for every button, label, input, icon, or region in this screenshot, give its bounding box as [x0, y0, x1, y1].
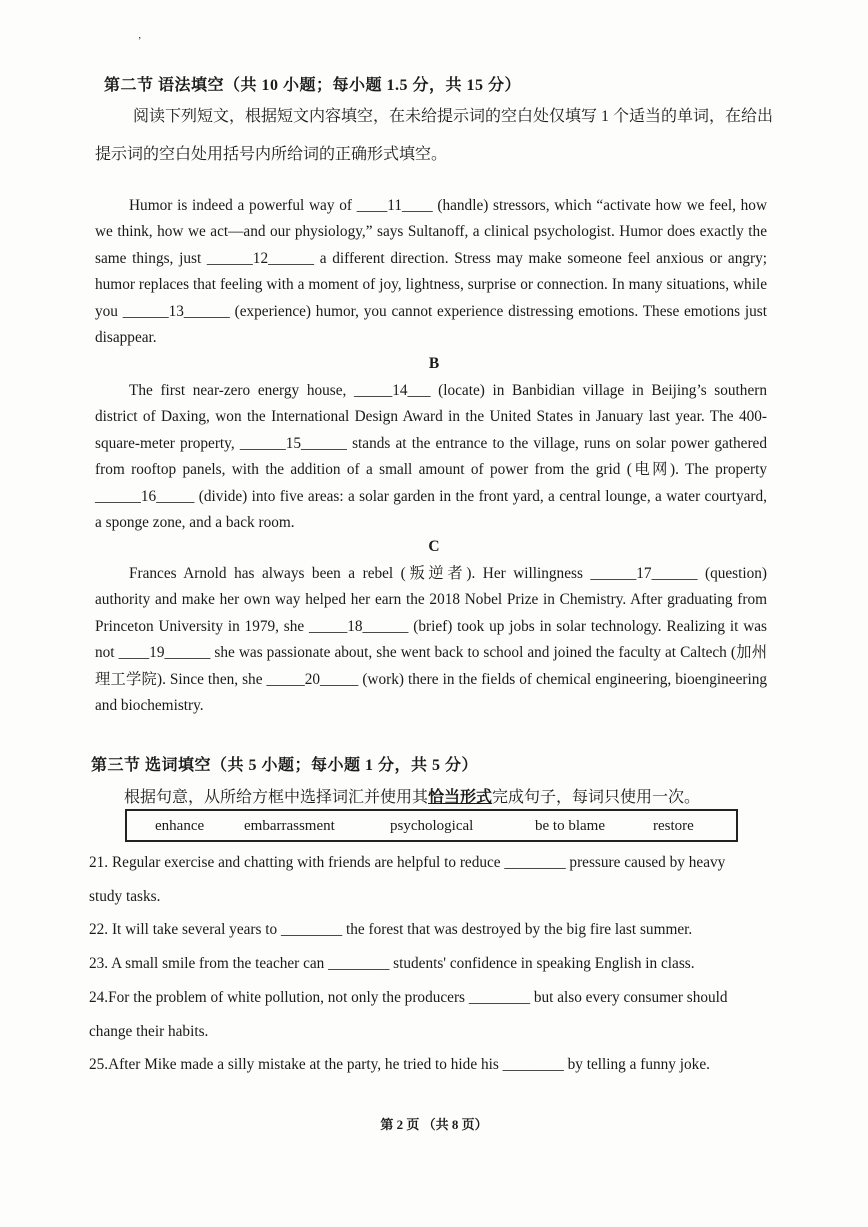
- passage-c: [95, 561, 767, 719]
- word-option: enhance: [155, 818, 205, 834]
- word-option: psychological: [390, 818, 474, 834]
- section2-title: 第二节 语法填空（共 10 小题；每小题 1.5 分，共 15 分）: [104, 77, 522, 94]
- section3-instruction-pre: 根据句意，从所给方框中选择词汇并使用其: [124, 789, 429, 806]
- passage-a-text: Humor is indeed a powerful way of ____11____ (handle) stressors, which “activate how we feel, how we think, how we act—and our physiology,” says Sultanoff, a clinical psychologist. Humor does exactly the same things, just ______12______ a different direction. Stress may make someone feel anxious or angry; humor replaces that feeling with a moment of joy, lightness, surprise or connection. In many situations, while you ______13______ (experience) humor, you cannot experience distressing emotions. These emotions just disappear.: [95, 197, 767, 347]
- section3-instruction-post: 完成句子，每词只使用一次。: [492, 789, 701, 806]
- passage-b-letter: B: [428, 355, 440, 372]
- passage-a: [95, 193, 767, 351]
- question-22: 22. It will take several years to ________ the forest that was destroyed by the big fire last summer.: [89, 921, 693, 938]
- section2-instruction: 阅读下列短文，根据短文内容填空，在未给提示词的空白处仅填写 1 个适当的单词，在给出提示词的空白处用括号内所给词的正确形式填空。: [95, 108, 774, 163]
- passage-b: [95, 378, 767, 536]
- section3-instruction-emphasis: 恰当形式: [428, 789, 493, 806]
- question-23: 23. A small smile from the teacher can ________ students' confidence in speaking English in class.: [89, 955, 695, 972]
- passage-b-text: The first near-zero energy house, _____14___ (locate) in Banbidian village in Beijing’s southern district of Daxing, won the International Design Award in the United States in January last year. The 400- square-meter property, ______15______ stands at the entrance to the village, runs on solar power gathered from rooftop panels, with the addition of a small amount of power from the grid (电网). The property ______16_____ (divide) into five areas: a solar garden in the front yard, a central lounge, a water courtyard, a sponge zone, and a back room.: [95, 382, 767, 532]
- question-24: 24.For the problem of white pollution, not only the producers ________ but also every consumer should change their habits.: [89, 989, 728, 1040]
- question-21: 21. Regular exercise and chatting with friends are helpful to reduce ________ pressure caused by heavy study tasks.: [89, 854, 726, 905]
- word-option: restore: [653, 818, 694, 834]
- word-option: be to blame: [535, 818, 605, 834]
- page-footer: 第 2 页 （共 8 页）: [380, 1117, 488, 1132]
- word-option: embarrassment: [244, 818, 335, 834]
- section3-instruction: [124, 784, 700, 807]
- scan-mark: ’: [138, 36, 142, 47]
- section3-title: 第三节 选词填空（共 5 小题；每小题 1 分，共 5 分）: [91, 757, 479, 774]
- question-25: 25.After Mike made a silly mistake at the party, he tried to hide his ________ by telling a funny joke.: [89, 1056, 710, 1073]
- passage-c-text: Frances Arnold has always been a rebel (叛逆者). Her willingness ______17______ (question) authority and make her own way helped her earn the 2018 Nobel Prize in Chemistry. After graduating from Princeton University in 1979, she _____18______ (brief) took up jobs in solar technology. Realizing it was not ____19______ she was passionate about, she went back to school and joined the faculty at Caltech (加州理工学院). Since then, she _____20_____ (work) there in the fields of chemical engineering, bioengineering and biochemistry.: [95, 565, 767, 715]
- word-box: [125, 809, 738, 842]
- passage-c-letter: C: [428, 538, 440, 555]
